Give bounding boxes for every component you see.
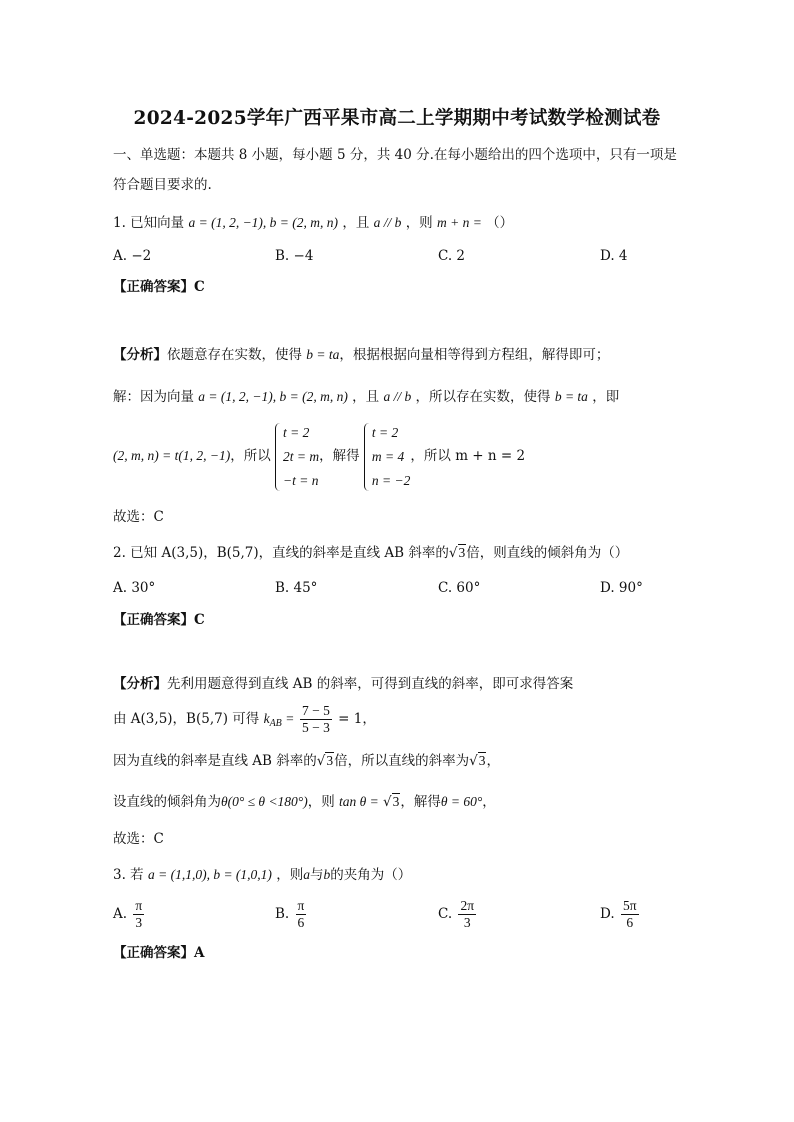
sqrt-symbol: √3: [469, 753, 486, 769]
slope-fraction: $\frac{7 - 5}{5 - 3}$: [302, 703, 330, 735]
q2-solution-line2: 因为直线的斜率是直线 AB 斜率的√3倍，所以直线的斜率为√3，: [113, 753, 500, 769]
sqrt-symbol: √3: [448, 545, 466, 561]
q2-option-c: C. 60°: [438, 580, 481, 596]
q3-option-a: A. $\frac{\pi}{3}$: [113, 898, 143, 930]
q3-option-c: C. $\frac{2\pi}{3}$: [438, 898, 475, 930]
section-instructions-line1: 一、单选题：本题共 8 小题，每小题 5 分，共 40 分.在每小题给出的四个选项中，只有一项是: [113, 147, 677, 163]
q2-solution-line3: 设直线的倾斜角为θ(0° ≤ θ <180°)，则 tan θ = √3，解得θ = 60°，: [113, 794, 496, 810]
q2-solution-line1: 由 A(3,5)，B(5,7) 可得 $k_{AB}$ = $\frac{7 - 5}{5 - 3}$ = 1，: [113, 703, 376, 735]
q1-conclusion: 故选：C: [113, 509, 164, 525]
q2-conclusion: 故选：C: [113, 831, 164, 847]
q1-stem: 1. 已知向量 a = (1, 2, −1), b = (2, m, n) ，且 a // b ，则 m + n = （）: [113, 215, 514, 231]
q1-solution-system: (2, m, n) = t(1, 2, −1)，所以 t = 2 2t = m −t = n ，解得 t = 2 m = 4 n = −2 ，所以 m + n = 2: [113, 420, 525, 493]
q1-option-a: A. −2: [113, 248, 152, 264]
q3-option-b: B. $\frac{\pi}{6}$: [275, 898, 305, 930]
q1-analysis: 【分析】依题意存在实数，使得 b = ta，根据根据向量相等得到方程组，解得即可；: [113, 347, 610, 363]
section-instructions-line2: 符合题目要求的.: [113, 177, 212, 193]
sqrt-symbol: √3: [316, 753, 334, 769]
q1-option-d: D. 4: [600, 248, 628, 264]
q3-answer: 【正确答案】A: [113, 945, 205, 961]
equation-system-2: t = 2 m = 4 n = −2: [364, 421, 410, 493]
q3-option-d: D. $\frac{5\pi}{6}$: [600, 898, 637, 930]
q1-solution-line1: 解：因为向量 a = (1, 2, −1), b = (2, m, n) ，且 a // b ，所以存在实数，使得 b = ta ，即: [113, 389, 620, 405]
q2-option-b: B. 45°: [275, 580, 318, 596]
q3-stem: 3. 若 a = (1,1,0), b = (1,0,1) ，则a与b的夹角为（）: [113, 867, 412, 883]
document-title: 2024-2025学年广西平果市高二上学期期中考试数学检测试卷: [133, 108, 661, 129]
q2-stem: 2. 已知 A(3,5)，B(5,7)，直线的斜率是直线 AB 斜率的√3倍，则直线的倾斜角为（）: [113, 545, 629, 561]
equation-system-1: t = 2 2t = m −t = n: [275, 421, 319, 493]
q2-option-a: A. 30°: [113, 580, 156, 596]
q2-answer: 【正确答案】C: [113, 612, 205, 628]
q1-answer: 【正确答案】C: [113, 279, 205, 295]
sqrt-symbol: √3: [383, 794, 400, 810]
q2-option-d: D. 90°: [600, 580, 643, 596]
q1-option-c: C. 2: [438, 248, 466, 264]
q1-option-b: B. −4: [275, 248, 314, 264]
q2-analysis: 【分析】先利用题意得到直线 AB 的斜率，可得到直线的斜率，即可求得答案: [113, 676, 574, 692]
